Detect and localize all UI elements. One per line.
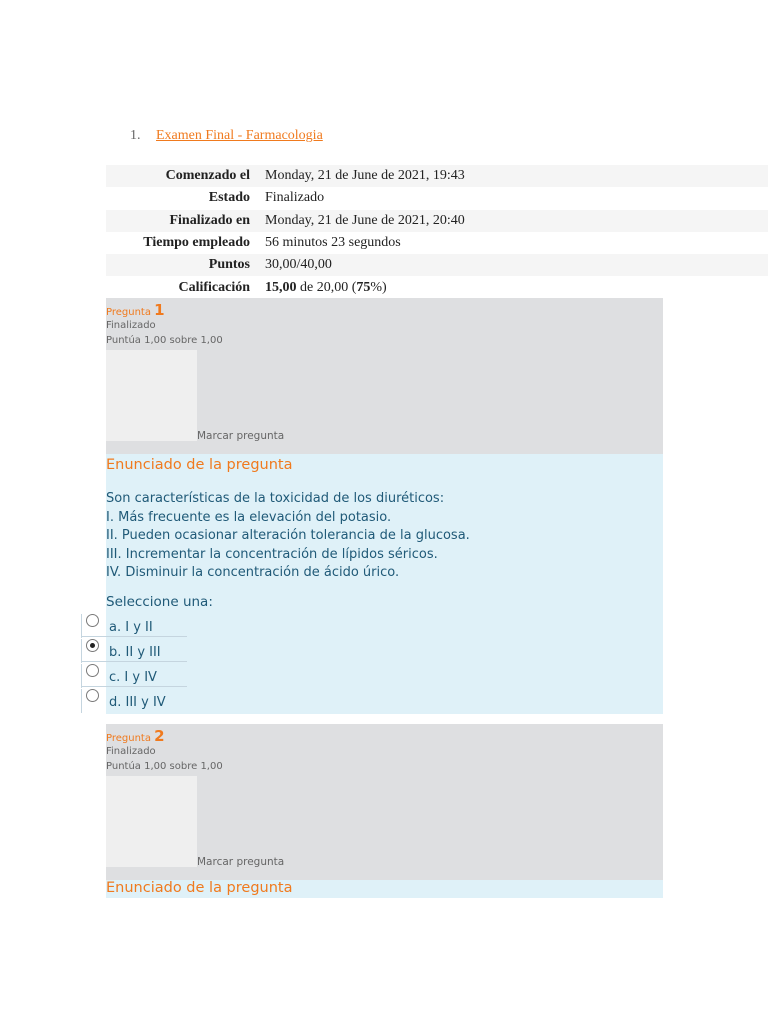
grade-out-of: de 20,00 (: [296, 279, 357, 295]
summary-value: 30,00/40,00: [258, 254, 768, 276]
question-number-value: 2: [154, 727, 165, 745]
option-label[interactable]: d. III y IV: [109, 695, 166, 710]
stem-line: I. Más frecuente es la elevación del potasio.: [106, 509, 392, 525]
summary-key: Estado: [208, 190, 250, 206]
summary-value: Monday, 21 de June de 2021, 20:40: [258, 210, 768, 232]
flag-box: [106, 350, 197, 441]
question-heading: Enunciado de la pregunta: [106, 880, 293, 896]
summary-key: Comenzado el: [106, 165, 258, 187]
question-state: Finalizado: [106, 320, 156, 331]
summary-row: [106, 210, 768, 232]
answer-option-a[interactable]: [81, 614, 281, 638]
question-stem: [106, 490, 470, 583]
summary-row: [106, 187, 768, 209]
question-state: Finalizado: [106, 746, 156, 757]
flag-question-link[interactable]: Marcar pregunta: [197, 856, 285, 868]
question-grade: Puntúa 1,00 sobre 1,00: [106, 335, 223, 346]
summary-row: [106, 276, 768, 298]
summary-key: Calificación: [178, 279, 250, 295]
exam-title-link[interactable]: Examen Final - Farmacologia: [156, 128, 323, 143]
summary-value: Monday, 21 de June de 2021, 19:43: [258, 165, 768, 187]
radio-button[interactable]: [86, 614, 99, 627]
summary-row: [106, 165, 768, 187]
select-one-prompt: Seleccione una:: [106, 594, 213, 610]
question-label: Pregunta: [106, 307, 151, 318]
grade-close: %): [370, 279, 387, 295]
question-1-info: [106, 298, 663, 454]
summary-row: [106, 232, 768, 254]
question-number-value: 1: [154, 301, 165, 319]
option-border: [81, 614, 82, 638]
radio-button-selected[interactable]: [86, 639, 99, 652]
attempt-summary-table: [106, 165, 768, 299]
summary-key: Tiempo empleado: [143, 235, 250, 251]
option-divider: [81, 661, 187, 662]
option-border: [81, 689, 82, 713]
question-2-content: [106, 880, 663, 898]
option-border: [81, 639, 82, 663]
breadcrumb: [130, 128, 323, 144]
answer-option-b[interactable]: [81, 639, 281, 663]
flag-box: [106, 776, 197, 867]
radio-button[interactable]: [86, 689, 99, 702]
question-1-content: [106, 454, 663, 714]
option-label[interactable]: b. II y III: [109, 645, 161, 660]
radio-button[interactable]: [86, 664, 99, 677]
stem-line: II. Pueden ocasionar alteración tolerancia de la glucosa.: [106, 528, 470, 543]
stem-line: Son características de la toxicidad de los diuréticos:: [106, 491, 445, 506]
summary-value: Finalizado: [265, 190, 325, 206]
summary-value: 56 minutos 23 segundos: [265, 235, 401, 251]
question-number: [106, 727, 165, 745]
grade-percent: 75: [356, 279, 371, 295]
question-label: Pregunta: [106, 733, 151, 744]
summary-value: [258, 276, 768, 298]
stem-line: IV. Disminuir la concentración de ácido úrico.: [106, 565, 400, 580]
stem-line: III. Incrementar la concentración de lípidos séricos.: [106, 546, 438, 562]
flag-question-link[interactable]: Marcar pregunta: [197, 430, 285, 442]
option-border: [81, 664, 82, 688]
summary-row: [106, 254, 768, 276]
option-divider: [81, 636, 187, 637]
radio-dot-icon: [90, 643, 95, 648]
breadcrumb-number: 1.: [130, 128, 141, 143]
answer-option-c[interactable]: [81, 664, 281, 688]
option-divider: [81, 686, 187, 687]
question-number: [106, 301, 165, 319]
grade-value: 15,00: [265, 279, 297, 295]
summary-key: Puntos: [106, 254, 258, 276]
answer-option-d[interactable]: [81, 689, 281, 713]
option-label[interactable]: c. I y IV: [109, 670, 157, 685]
question-grade: Puntúa 1,00 sobre 1,00: [106, 761, 223, 772]
summary-key: Finalizado en: [106, 210, 258, 232]
option-label[interactable]: a. I y II: [109, 620, 153, 635]
question-2-info: [106, 724, 663, 880]
question-heading: Enunciado de la pregunta: [106, 457, 293, 473]
